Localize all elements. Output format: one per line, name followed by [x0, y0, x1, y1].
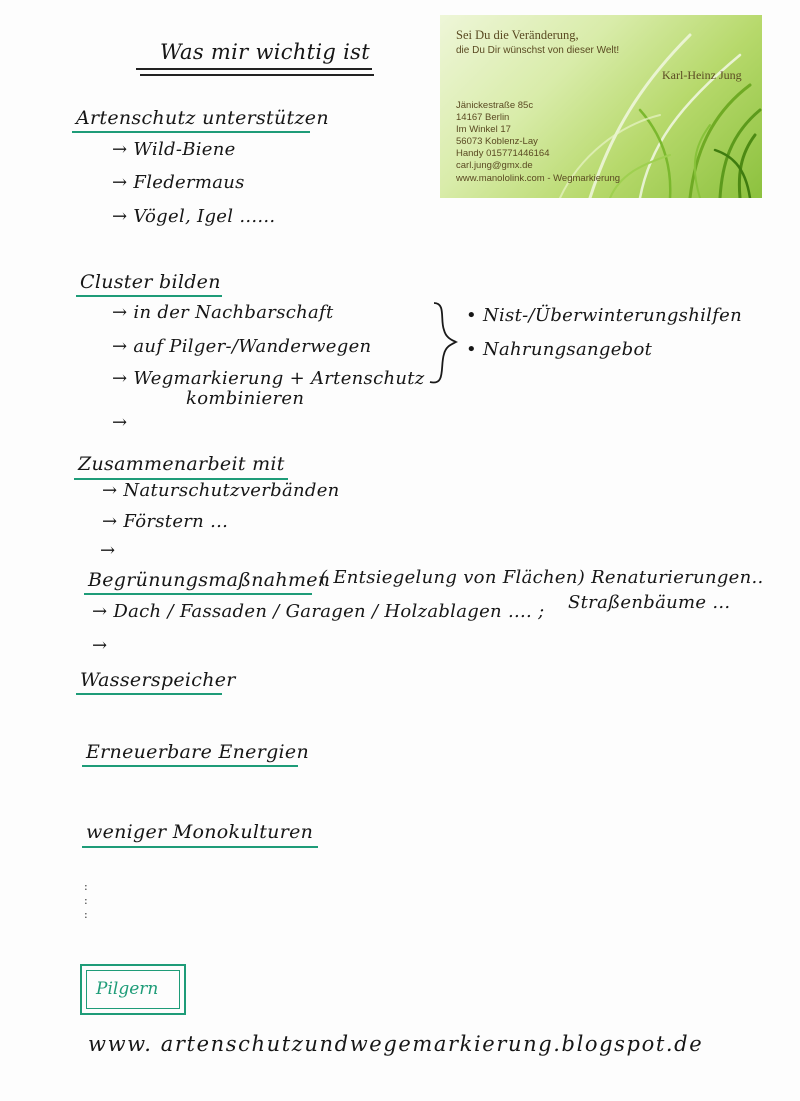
- list-item: kombinieren: [186, 388, 305, 409]
- list-item-arrow: →: [100, 540, 116, 561]
- pilgern-label: Pilgern: [96, 979, 159, 999]
- heading-monokulturen: weniger Monokulturen: [86, 821, 314, 843]
- list-item: → Vögel, Igel ......: [112, 206, 276, 227]
- heading-zusammenarbeit: Zusammenarbeit mit: [78, 453, 285, 475]
- card-address-line: 56073 Koblenz-Lay: [456, 136, 538, 148]
- card-address-line: carl.jung@gmx.de: [456, 160, 533, 172]
- list-item: → in der Nachbarschaft: [112, 302, 334, 323]
- heading-underline: [76, 295, 222, 297]
- list-item: → Naturschutzverbänden: [102, 480, 340, 501]
- card-address-line: www.manololink.com - Wegmarkierung: [456, 172, 621, 184]
- pilgern-box: [80, 964, 186, 1015]
- heading-artenschutz: Artenschutz unterstützen: [76, 107, 329, 129]
- card-address-line: Jänickestraße 85c: [456, 100, 534, 111]
- card-slogan-line1: Sei Du die Veränderung,: [456, 28, 579, 42]
- title-underline: [136, 68, 372, 70]
- list-item: → Dach / Fassaden / Garagen / Holzablagen .... ;: [92, 601, 545, 622]
- heading-energien: Erneuerbare Energien: [86, 741, 310, 763]
- heading-underline: [72, 131, 310, 133]
- card-address-line: Im Winkel 17: [456, 124, 511, 136]
- card-address: [456, 100, 620, 185]
- footer-url: www. artenschutzundwegemarkierung.blogspot.de: [88, 1032, 704, 1056]
- side-note: • Nahrungsangebot: [466, 339, 653, 360]
- heading-underline: [76, 693, 222, 695]
- heading-underline: [84, 593, 312, 595]
- card-slogan-line2: die Du Dir wünschst von dieser Welt!: [456, 45, 620, 56]
- side-note: • Nist-/Überwinterungshilfen: [466, 305, 743, 326]
- page-title: Was mir wichtig ist: [160, 40, 370, 64]
- list-item-arrow: →: [112, 412, 128, 433]
- ellipsis-dots: : : :: [84, 880, 88, 921]
- list-item: → Wegmarkierung + Artenschutz: [112, 368, 425, 389]
- list-item-arrow: →: [92, 635, 108, 656]
- list-item: → Wild-Biene: [112, 139, 236, 160]
- card-name: Karl-Heinz Jung: [662, 68, 742, 82]
- list-item-extra: Straßenbäume ...: [568, 592, 731, 613]
- card-address-line: 14167 Berlin: [456, 112, 510, 124]
- heading-begruenung-rest: ( Entsiegelung von Flächen) Renaturierungen..: [320, 567, 764, 588]
- heading-underline: [82, 846, 318, 848]
- heading-cluster: Cluster bilden: [80, 271, 221, 293]
- heading-begruenung: Begrünungsmaßnahmen: [88, 569, 331, 591]
- curly-brace: [424, 300, 464, 390]
- list-item: → Fledermaus: [112, 172, 245, 193]
- heading-wasserspeicher: Wasserspeicher: [80, 669, 236, 691]
- card-address-line: Handy 015771446164: [456, 148, 550, 160]
- heading-underline: [82, 765, 298, 767]
- business-card: [440, 15, 762, 198]
- title-underline-2: [140, 74, 374, 76]
- list-item: → Förstern ...: [102, 511, 229, 532]
- list-item: → auf Pilger-/Wanderwegen: [112, 336, 372, 357]
